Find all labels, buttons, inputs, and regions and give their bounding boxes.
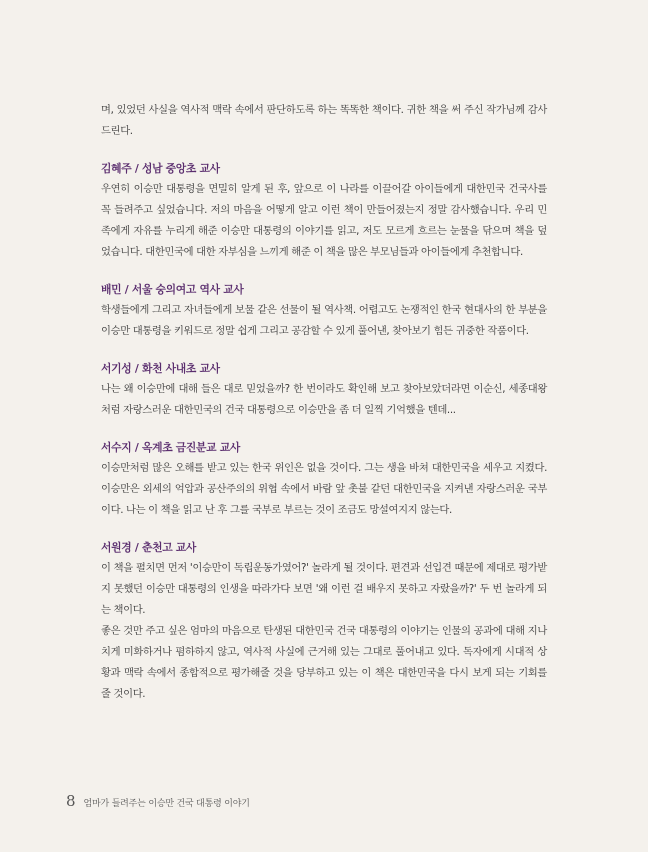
page-number: 8 xyxy=(66,792,76,810)
review-paragraph: 좋은 것만 주고 싶은 엄마의 마음으로 탄생된 대한민국 건국 대통령의 이야기는 인물의 공과에 대해 지나치게 미화하거나 폄하하지 않고, 역사적 사실에 근거해 있는 그대로 풀어내고 있다. 독자에게 시대적 상황과 맥락 속에서 종합적으로 평가해줄 것을 당부하고 있는 이 책은 대한민국을 다시 보게 되는 기회를 줄 것이다. xyxy=(101,625,547,700)
review-heading: 김혜주 / 성남 중앙초 교사 xyxy=(101,162,220,175)
review-seo-suji xyxy=(101,437,547,521)
review-paragraph: 우연히 이승만 대통령을 면밀히 알게 된 후, 앞으로 이 나라를 이끌어갈 아이들에게 대한민국 건국사를 꼭 들려주고 싶었습니다. 저의 마음을 어떻게 알고 이런 책이 만들어졌는지 정말 감사했습니다. 우리 민족에게 자유를 누리게 해준 이승만 대통령의 이야기를 읽고, 저도 모르게 흐르는 눈물을 닦으며 책을 덮었습니다. 대한민국에 대한 자부심을 느끼게 해준 이 책을 많은 부모님들과 아이들에게 추천합니다. xyxy=(101,183,547,258)
review-heading: 서원경 / 춘천고 교사 xyxy=(101,541,197,554)
review-paragraph: 학생들에게 그리고 자녀들에게 보물 같은 선물이 될 역사책. 어렵고도 논쟁적인 한국 현대사의 한 부분을 이승만 대통령을 키워드로 정말 쉽게 그리고 공감할 수 있게 풀어낸, 찾아보기 힘든 귀중한 작품이다. xyxy=(101,304,547,337)
intro-paragraph: 며, 있었던 사실을 역사적 맥락 속에서 판단하도록 하는 똑똑한 책이다. 귀한 책을 써 주신 작가님께 감사드린다. xyxy=(101,104,547,137)
review-heading: 서기성 / 화천 사내초 교사 xyxy=(101,362,220,375)
review-paragraph: 이 책을 펼치면 먼저 '이승만이 독립운동가였어?' 놀라게 될 것이다. 편견과 선입견 때문에 제대로 평가받지 못했던 이승만 대통령의 인생을 따라가다 보면 '왜 이런 걸 배우지 못하고 자랐을까?' 두 번 놀라게 되는 책이다. xyxy=(101,562,547,616)
review-bae-min xyxy=(101,279,547,342)
review-paragraph: 이승만처럼 많은 오해를 받고 있는 한국 위인은 없을 것이다. 그는 생을 바쳐 대한민국을 세우고 지켰다. 이승만은 외세의 억압과 공산주의의 위협 속에서 바람 앞 촛불 같던 대한민국을 지켜낸 자랑스러운 국부이다. 나는 이 책을 읽고 난 후 그를 국부로 부르는 것이 조금도 망설여지지 않는다. xyxy=(101,462,547,516)
review-heading: 배민 / 서울 숭의여고 역사 교사 xyxy=(101,283,244,296)
review-seo-wongyeong xyxy=(101,537,547,705)
running-book-title: 엄마가 들려주는 이승만 건국 대통령 이야기 xyxy=(83,799,250,809)
review-kim-hyeju xyxy=(101,158,547,263)
page-footer xyxy=(66,792,250,810)
review-heading: 서수지 / 옥계초 금진분교 교사 xyxy=(101,441,241,454)
page-content xyxy=(101,100,547,705)
review-seo-giseong xyxy=(101,358,547,421)
review-paragraph: 나는 왜 이승만에 대해 들은 대로 믿었을까? 한 번이라도 확인해 보고 찾아보았더라면 이순신, 세종대왕처럼 자랑스러운 대한민국의 건국 대통령으로 이승만을 좀 더 일찍 기억했을 텐데... xyxy=(101,383,547,416)
